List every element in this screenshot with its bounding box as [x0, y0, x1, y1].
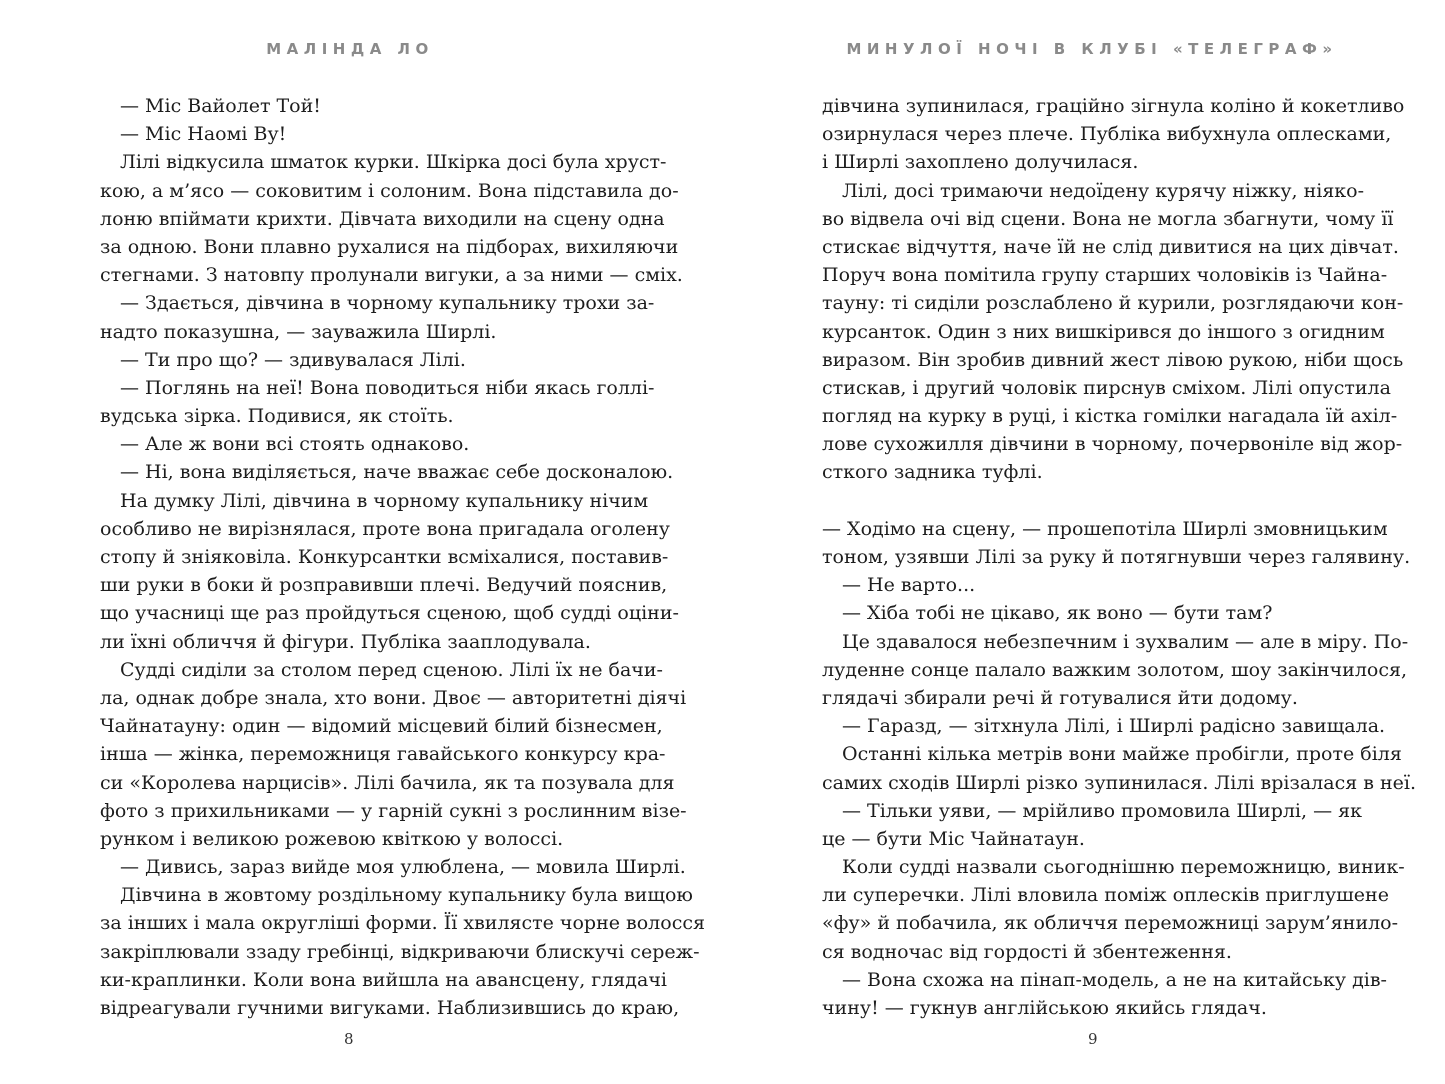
text-line: стискає відчуття, наче їй не слід дивитися на цих дівчат.: [822, 235, 1399, 258]
text-line: «фу» й побачила, як обличчя переможниці зарум’янило-: [822, 912, 1399, 935]
right-page: [722, 0, 1445, 1084]
text-line: — Але ж вони всі стоять однаково.: [120, 433, 470, 456]
text-line: закріплювали ззаду гребінці, відкриваючи блискучі сереж-: [100, 940, 700, 963]
page-number: 8: [344, 1030, 354, 1048]
text-line: — Дивись, зараз вийде моя улюблена, — мовила Ширлі.: [120, 856, 686, 879]
text-line: чину! — гукнув англійською якийсь глядач.: [822, 997, 1267, 1019]
running-head-title: МИНУЛОЇ НОЧІ В КЛУБІ «ТЕЛЕГРАФ»: [846, 40, 1338, 58]
text-line: погляд на курку в руці, і кістка гомілки нагадала їй ахіл-: [822, 405, 1398, 428]
text-line: виразом. Він зробив дивний жест лівою рукою, ніби щось: [822, 348, 1404, 371]
text-line: — Ні, вона виділяється, наче вважає себе досконалою.: [120, 461, 674, 484]
text-line: кою, а м’ясо — соковитим і солоним. Вона підставила до-: [100, 179, 679, 202]
running-head-author: МАЛІНДА ЛО: [266, 40, 434, 58]
text-line: стопу й зніяковіла. Конкурсантки всміхалися, поставив-: [100, 546, 669, 568]
text-line: Це здавалося небезпечним і зухвалим — але в міру. По-: [842, 630, 1409, 653]
text-line: що учасниці ще раз пройдуться сценою, щоб судді оціни-: [100, 602, 679, 625]
text-line: і Ширлі захоплено долучилася.: [822, 151, 1139, 174]
text-line: Лілі відкусила шматок курки. Шкірка досі була хруст-: [120, 151, 667, 174]
section-break: [822, 487, 1362, 515]
text-line: во відвела очі від сцени. Вона не могла збагнути, чому її: [822, 207, 1394, 230]
text-line: ла, однак добре знала, хто вони. Двоє — авторитетні діячі: [100, 686, 687, 709]
text-line: надто показушна, — зауважила Ширлі.: [100, 320, 497, 343]
text-line: ли суперечки. Лілі вловила поміж оплесків приглушене: [822, 884, 1389, 907]
text-line: інша — жінка, переможниця гавайського конкурсу кра-: [100, 743, 666, 766]
text-line: — Ходімо на сцену, — прошепотіла Ширлі змовницьким: [822, 517, 1388, 540]
text-line: На думку Лілі, дівчина в чорному купальнику нічим: [120, 489, 649, 512]
text-line: стискав, і другий чоловік пирснув сміхом. Лілі опустила: [822, 376, 1391, 399]
text-line: Поруч вона помітила групу старших чоловіків із Чайна-: [822, 264, 1388, 287]
text-line: ки-краплинки. Коли вона вийшла на авансцену, глядачі: [100, 968, 667, 991]
page-number: 9: [1088, 1030, 1098, 1048]
text-line: — Вона схожа на пінап-модель, а не на китайську дів-: [842, 968, 1387, 991]
text-line: фото з прихильниками — у гарній сукні з рослинним візе-: [100, 799, 687, 822]
text-line: за інших і мала округліші форми. Її хвилясте чорне волосся: [100, 912, 705, 935]
text-line: стегнами. З натовпу пролунали вигуки, а за ними — сміх.: [100, 264, 683, 287]
text-line: сткого задника туфлі.: [822, 461, 1043, 484]
text-line: глядачі збирали речі й готувалися йти додому.: [822, 686, 1298, 709]
text-line: рунком і великою рожевою квіткою у волоссі.: [100, 827, 564, 850]
page-body-text: [822, 92, 1416, 1022]
text-line: Лілі, досі тримаючи недоїдену курячу ніжку, ніяко-: [842, 179, 1365, 202]
left-page: [0, 0, 722, 1084]
text-line: вудська зірка. Подивися, як стоїть.: [100, 405, 454, 428]
text-line: лоню впіймати крихти. Дівчата виходили на сцену одна: [100, 207, 665, 230]
text-line: — Міс Вайолет Той!: [120, 95, 321, 117]
text-line: курсанток. Один з них вишкірився до іншого з огидним: [822, 320, 1385, 343]
text-line: — Міс Наомі Ву!: [120, 123, 287, 146]
text-line: особливо не вирізнялася, проте вона пригадала оголену: [100, 517, 670, 540]
text-line: ши руки в боки й розправивши плечі. Ведучий пояснив,: [100, 574, 668, 597]
text-line: Дівчина в жовтому роздільному купальнику була вищою: [120, 884, 693, 907]
text-line: — Хіба тобі не цікаво, як воно — бути там?: [842, 602, 1273, 625]
text-line: Коли судді назвали сьогоднішню переможницю, виник-: [842, 856, 1405, 879]
text-line: тоном, узявши Лілі за руку й потягнувши через галявину.: [822, 546, 1411, 568]
text-line: ся водночас від гордості й збентеження.: [822, 940, 1232, 963]
text-line: — Тільки уяви, — мрійливо промовила Ширлі, — як: [842, 799, 1362, 822]
page-body-text: [100, 92, 705, 1022]
text-line: лове сухожилля дівчини в чорному, почервоніле від жор-: [822, 433, 1403, 456]
text-line: — Здається, дівчина в чорному купальнику трохи за-: [120, 292, 655, 315]
text-line: ли їхні обличчя й фігури. Публіка зааплодувала.: [100, 630, 591, 653]
text-line: — Гаразд, — зітхнула Лілі, і Ширлі радісно завищала.: [842, 715, 1386, 738]
text-line: самих сходів Ширлі різко зупинилася. Лілі врізалася в неї.: [822, 771, 1416, 794]
text-line: озирнулася через плече. Публіка вибухнула оплесками,: [822, 123, 1392, 146]
text-line: тауну: ті сиділи розслаблено й курили, розглядаючи кон-: [822, 292, 1404, 315]
text-line: це — бути Міс Чайнатаун.: [822, 827, 1085, 850]
text-line: — Не варто...: [842, 574, 976, 597]
text-line: відреагували гучними вигуками. Наблизившись до краю,: [100, 997, 680, 1019]
text-line: Чайнатауну: один — відомий місцевий білий бізнесмен,: [100, 715, 663, 738]
text-line: луденне сонце палало важким золотом, шоу закінчилося,: [822, 658, 1407, 681]
text-line: Останні кілька метрів вони майже пробігли, проте біля: [842, 743, 1402, 766]
text-line: си «Королева нарцисів». Лілі бачила, як та позувала для: [100, 771, 675, 794]
text-line: — Ти про що? — здивувалася Лілі.: [120, 348, 466, 371]
text-line: за одною. Вони плавно рухалися на підборах, вихиляючи: [100, 235, 679, 258]
text-line: Судді сиділи за столом перед сценою. Лілі їх не бачи-: [120, 658, 663, 681]
text-line: — Поглянь на неї! Вона поводиться ніби якась голлі-: [120, 376, 655, 399]
text-line: дівчина зупинилася, граційно зігнула коліно й кокетливо: [822, 95, 1405, 117]
